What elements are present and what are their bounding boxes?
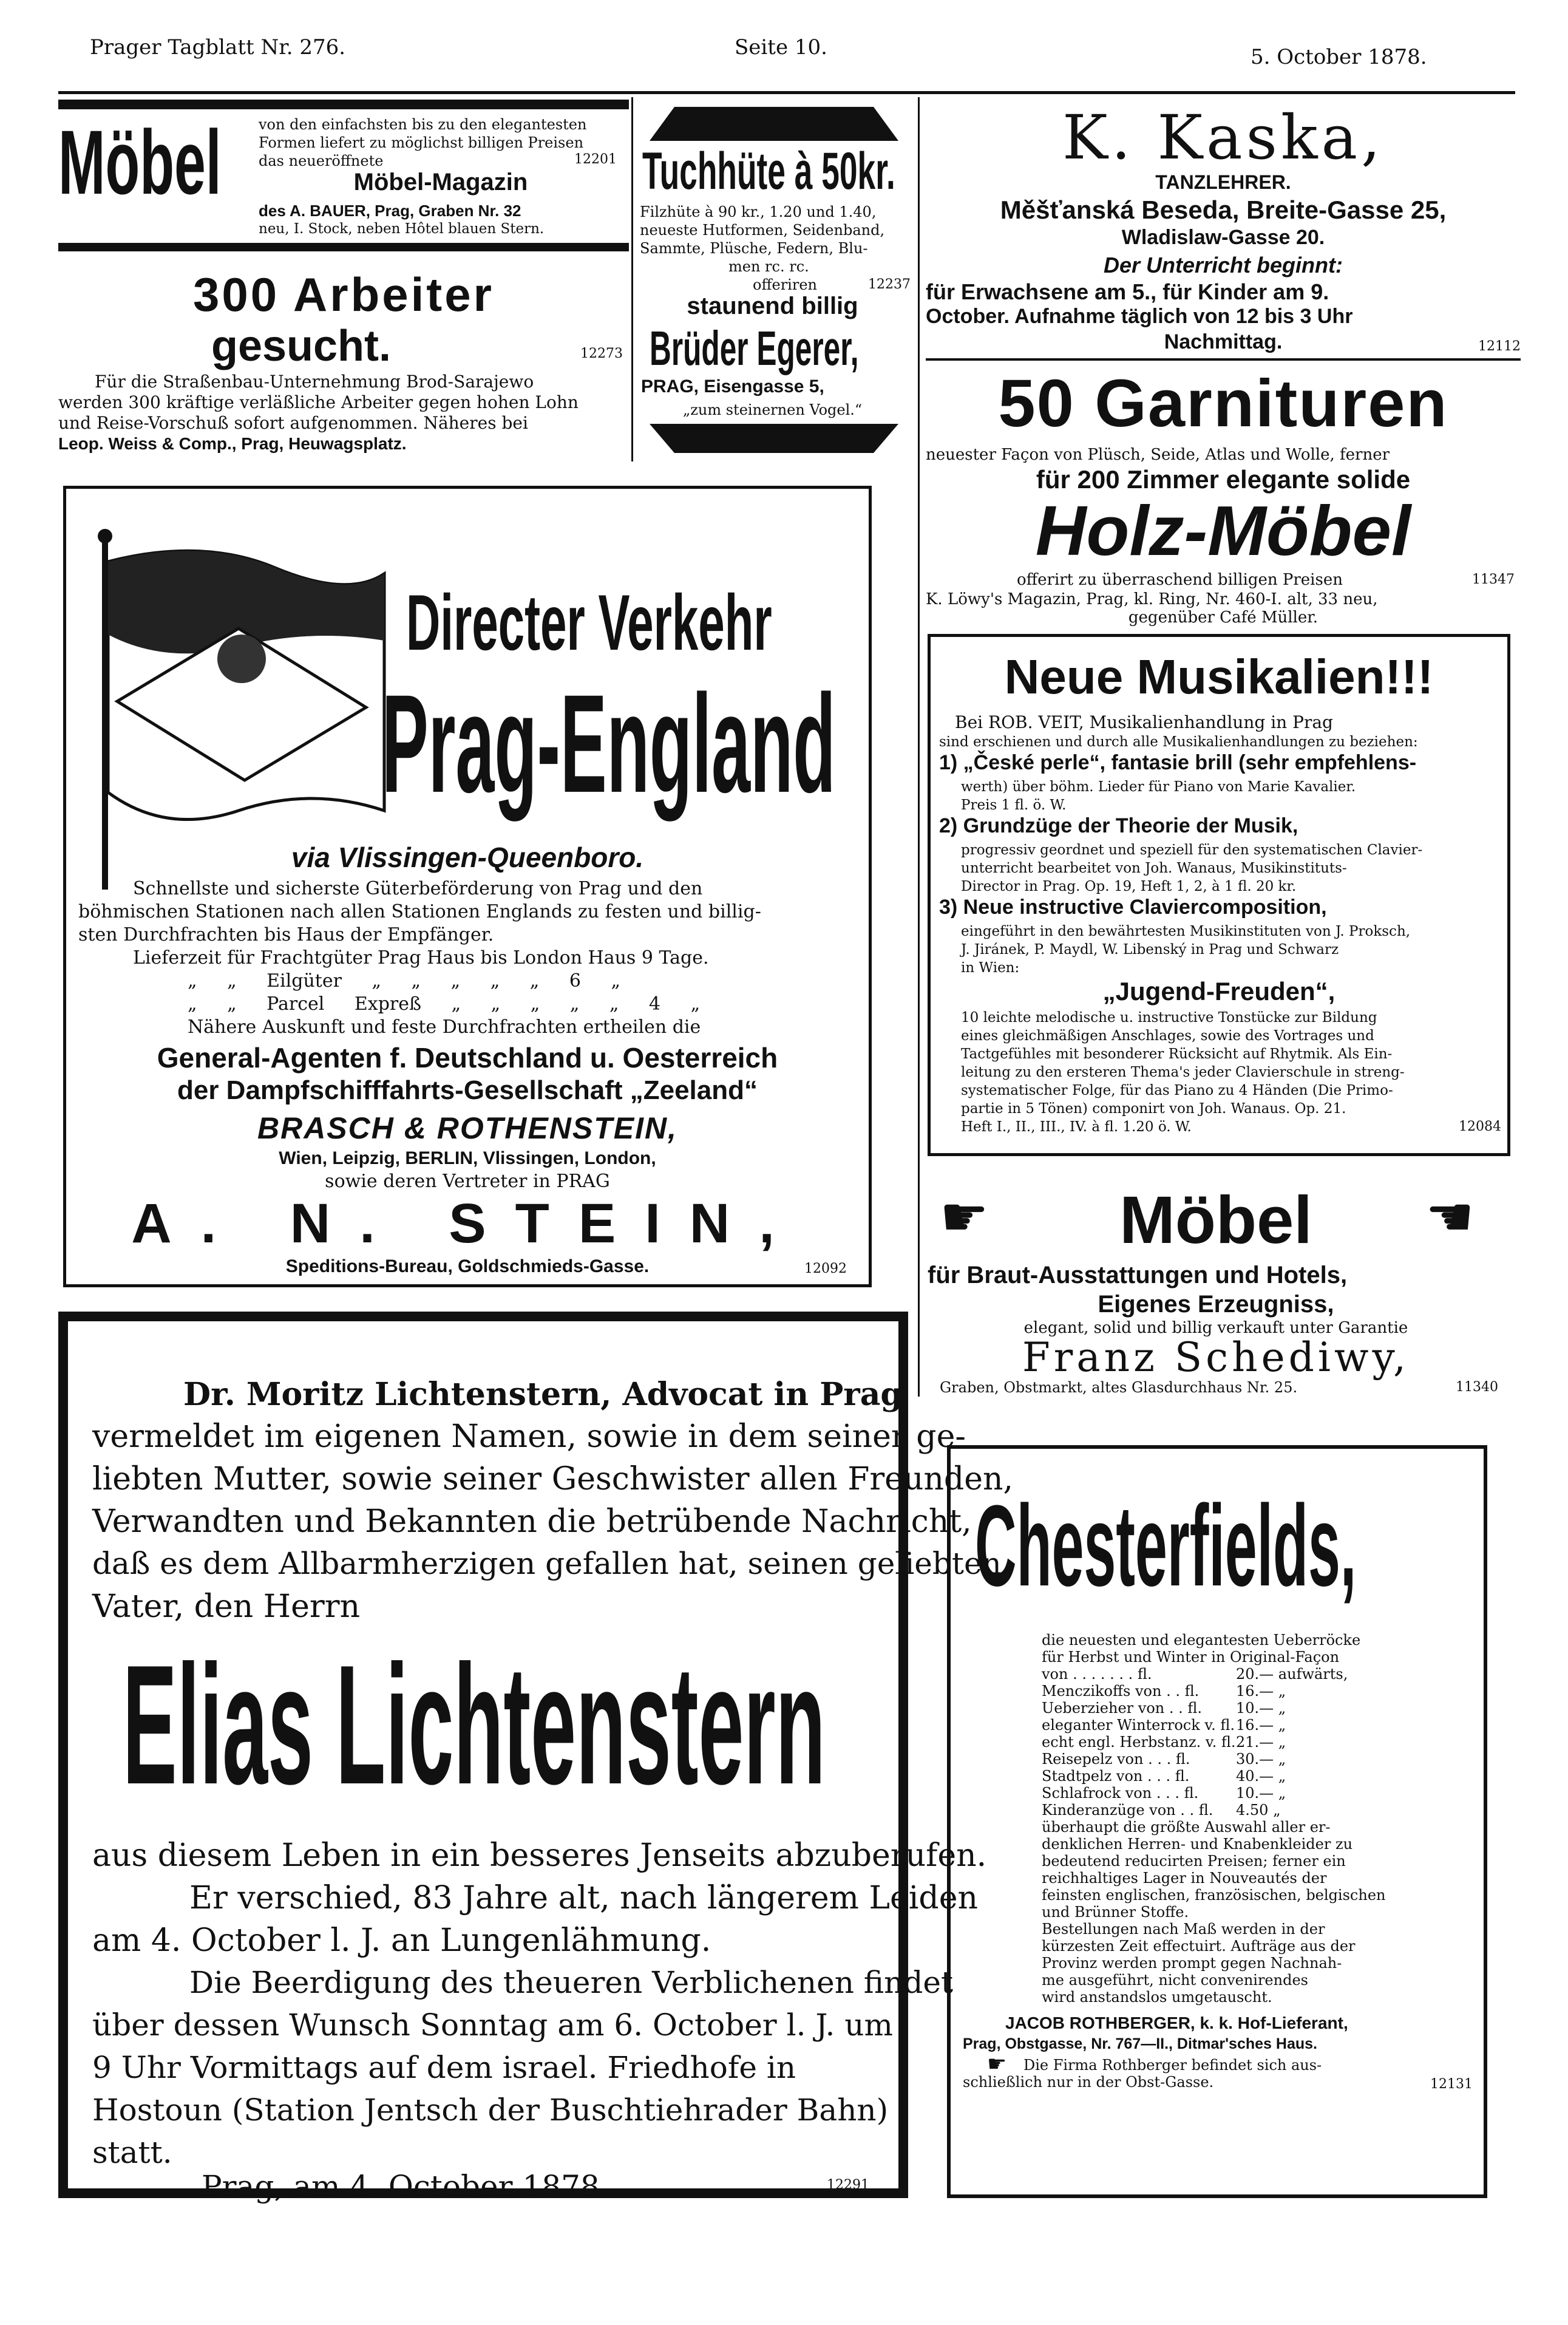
arbeiter-signature: Leop. Weiss & Comp., Prag, Heuwagsplatz. [58, 434, 407, 453]
musik-ad [928, 634, 1510, 1156]
notice-line: Er verschied, 83 Jahre alt, nach längerem Leiden [189, 1880, 978, 1916]
verkehr-bureau: Speditions-Bureau, Goldschmieds-Gasse. [285, 1256, 650, 1276]
pointing-hand-right-icon: ☛ [940, 1185, 989, 1249]
verkehr-line: Lieferzeit für Frachtgüter Prag Haus bis London Haus 9 Tage. [133, 947, 709, 968]
ad-number: 12084 [1459, 1119, 1501, 1134]
price-value: 16.— „ [1236, 1683, 1286, 1700]
musik-item-line: werth) über böhm. Lieder für Piano von Marie Kavalier. [961, 779, 1356, 795]
verkehr-route: Prag-England [382, 666, 836, 822]
kaska-ad [926, 102, 1521, 354]
moebel-text-line: das neueröffnete [259, 152, 384, 169]
price-item: Menczikoffs von . . fl. [1042, 1683, 1200, 1700]
verkehr-agents: der Dampfschifffahrts-Gesellschaft „Zeeland“ [177, 1075, 758, 1105]
musik-item-line: Preis 1 fl. ö. W. [961, 797, 1067, 813]
arbeiter-text-line: werden 300 kräftige verläßliche Arbeiter gegen hohen Lohn [58, 392, 579, 412]
ad-number: 11340 [1456, 1380, 1498, 1395]
running-header-left: Prager Tagblatt Nr. 276. [90, 35, 346, 60]
tuchhuete-title: Tuchhüte à 50kr. [642, 142, 895, 200]
chesterfields-body: bedeutend reducirten Preisen; ferner ein [1042, 1853, 1346, 1870]
moebel-text-line: Formen liefert zu möglichst billigen Preisen [259, 134, 584, 151]
musik-jugend-line: Tactgefühles mit besonderer Rücksicht auf Rhytmik. Als Ein- [961, 1046, 1393, 1062]
price-item: Kinderanzüge von . . fl. [1042, 1802, 1213, 1819]
price-value: 4.50 „ [1236, 1802, 1281, 1819]
verkehr-via: via Vlissingen-Queenboro. [291, 842, 644, 873]
verkehr-line: „ „ Eilgüter „ „ „ „ „ 6 „ [188, 970, 621, 992]
musik-jugend-line: eines gleichmäßigen Anschlages, sowie des Vortrages und [961, 1028, 1374, 1044]
price-value: 30.— „ [1236, 1751, 1286, 1768]
death-notice [58, 1312, 1014, 2204]
notice-line: aus diesem Leben in ein besseres Jenseits abzuberufen. [92, 1837, 987, 1874]
tuchhuete-offer: offeriren [753, 276, 817, 293]
chesterfields-intro: die neuesten und elegantesten Ueberröcke [1042, 1632, 1361, 1649]
garnituren-line: für 200 Zimmer elegante solide [1036, 465, 1411, 494]
moebel-text-line: von den einfachsten bis zu den elegantesten [259, 116, 587, 133]
verkehr-line: „ „ Parcel Expreß „ „ „ „ „ 4 „ [188, 993, 701, 1015]
column-divider [918, 97, 920, 1397]
tuchhuete-cheap: staunend billig [687, 293, 858, 319]
pointing-hand-left-icon: ☛ [1425, 1185, 1475, 1249]
chesterfields-body: denklichen Herren- und Knabenkleider zu [1042, 1836, 1353, 1853]
header-rule [58, 91, 1515, 94]
price-value: 21.— „ [1236, 1734, 1286, 1751]
price-item: echt engl. Herbstanz. v. fl. [1042, 1734, 1236, 1751]
musik-intro: sind erschienen und durch alle Musikalienhandlungen zu beziehen: [939, 734, 1418, 750]
chesterfields-body: wird anstandslos umgetauscht. [1042, 1989, 1272, 2006]
price-value: 40.— „ [1236, 1768, 1286, 1785]
musik-item: 2) Grundzüge der Theorie der Musik, [939, 814, 1298, 837]
price-item: Stadtpelz von . . . fl. [1042, 1768, 1190, 1785]
price-item: Reisepelz von . . . fl. [1042, 1751, 1190, 1768]
musik-item-line: J. Jiránek, P. Maydl, W. Libenský in Prag und Schwarz [961, 942, 1339, 958]
notice-line: Verwandten und Bekannten die betrübende Nachricht, [92, 1503, 972, 1540]
arbeiter-text-line: Für die Straßenbau-Unternehmung Brod-Sarajewo [95, 372, 534, 392]
moebel-big-word: Möbel [58, 111, 222, 213]
kaska-line: für Erwachsene am 5., für Kinder am 9. [926, 279, 1329, 304]
verkehr-agents: sowie deren Vertreter in PRAG [325, 1171, 610, 1192]
ad-number: 12131 [1430, 2077, 1473, 2092]
pointing-hand-icon: ☛ [987, 2052, 1007, 2077]
tuchhuete-address: PRAG, Eisengasse 5, [641, 376, 824, 397]
verkehr-ad [63, 486, 872, 1287]
musik-item: 3) Neue instructive Claviercomposition, [939, 896, 1327, 919]
running-header-date: 5. October 1878. [1251, 45, 1427, 69]
schediwy-line: Eigenes Erzeugniss, [1098, 1291, 1334, 1318]
verkehr-line: Nähere Auskunft und feste Durchfrachten ertheilen die [188, 1016, 701, 1038]
price-value: 10.— „ [1236, 1785, 1286, 1802]
notice-line: 9 Uhr Vormittags auf dem israel. Friedhofe in [92, 2050, 796, 2085]
chesterfields-ad [947, 1445, 1487, 2198]
chesterfields-intro: für Herbst und Winter in Original-Façon [1042, 1649, 1340, 1666]
verkehr-line: Schnellste und sicherste Güterbeförderung von Prag und den [133, 878, 703, 899]
tuchhuete-firm: Brüder Egerer, [650, 321, 859, 375]
schediwy-address: Graben, Obstmarkt, altes Glasdurchhaus Nr. 25. [940, 1379, 1298, 1396]
musik-jugend-line: partie in 5 Tönen) componirt von Joh. Wanaus. Op. 21. [961, 1101, 1346, 1117]
price-item: eleganter Winterrock v. fl. [1042, 1717, 1235, 1734]
notice-line: Vater, den Herrn [92, 1588, 361, 1625]
notice-line: Hostoun (Station Jentsch der Buschtiehrader Bahn) [92, 2092, 889, 2128]
notice-line: vermeldet im eigenen Namen, sowie in dem seiner ge- [92, 1418, 966, 1455]
verkehr-stein: A. N. STEIN, [131, 1193, 804, 1254]
arbeiter-title: 300 Arbeiter [192, 268, 494, 321]
chesterfields-firm: JACOB ROTHBERGER, k. k. Hof-Lieferant, [1005, 2014, 1348, 2032]
ad-separator [926, 358, 1521, 361]
musik-item-line: unterricht bearbeitet von Joh. Wanaus, Musikinstituts- [961, 860, 1347, 876]
ad-number: 12201 [574, 152, 617, 167]
chesterfields-body: Bestellungen nach Maß werden in der [1042, 1921, 1325, 1938]
price-item: Ueberzieher von . . fl. [1042, 1700, 1202, 1717]
moebel-address: neu, I. Stock, neben Hôtel blauen Stern. [259, 221, 545, 237]
running-header-page: Seite 10. [735, 35, 827, 60]
garnituren-ad [926, 364, 1521, 625]
kaska-line: Der Unterricht beginnt: [1103, 253, 1343, 277]
musik-item-line: progressiv geordnet und speziell für den systematischen Clavier- [961, 842, 1423, 858]
notice-line: liebten Mutter, sowie seiner Geschwister allen Freunden, [92, 1461, 1014, 1497]
price-item: von . . . . . . . fl. [1042, 1666, 1152, 1683]
ad-number: 12273 [580, 346, 623, 361]
chesterfields-body: überhaupt die größte Auswahl aller er- [1042, 1819, 1331, 1836]
notice-line: statt. [92, 2135, 172, 2170]
musik-jugend-line: systematischer Folge, für das Piano zu 4 Händen (Die Primo- [961, 1083, 1393, 1098]
kaska-name: K. Kaska, [1062, 102, 1384, 173]
ad-ornament-top [650, 107, 898, 141]
musik-item-line: eingeführt in den bewährtesten Musikinstituten von J. Proksch, [961, 924, 1411, 939]
moebel-bauer-ad [58, 100, 629, 282]
chesterfields-body: kürzesten Zeit effectuirt. Aufträge aus der [1042, 1938, 1356, 1955]
schediwy-line: für Braut-Ausstattungen und Hotels, [928, 1262, 1348, 1288]
verkehr-agents: BRASCH & ROTHENSTEIN, [257, 1111, 678, 1145]
ad-number: 12112 [1478, 339, 1521, 354]
chesterfields-firm: schließlich nur in der Obst-Gasse. [963, 2074, 1214, 2091]
price-value: 20.— aufwärts, [1236, 1666, 1348, 1683]
schediwy-line: elegant, solid und billig verkauft unter Garantie [1023, 1319, 1408, 1337]
column-divider [631, 97, 633, 461]
garnituren-line: K. Löwy's Magazin, Prag, kl. Ring, Nr. 460-I. alt, 33 neu, [926, 590, 1378, 608]
schediwy-name: Franz Schediwy, [1022, 1334, 1410, 1381]
ad-number: 12291 [827, 2177, 869, 2193]
chesterfields-title: Chesterfields, [975, 1482, 1357, 1610]
verkehr-agents: Wien, Leipzig, BERLIN, Vlissingen, London, [279, 1148, 656, 1168]
tuchhuete-line: Sammte, Plüsche, Federn, Blu- [640, 240, 868, 257]
tuchhuete-line: neueste Hutformen, Seidenband, [640, 222, 885, 239]
notice-line: am 4. October l. J. an Lungenlähmung. [92, 1922, 711, 1959]
chesterfields-body: me ausgeführt, nicht convenirendes [1042, 1972, 1308, 1989]
musik-jugend: „Jugend-Freuden“, [1102, 977, 1336, 1006]
verkehr-title: Directer Verkehr [406, 578, 772, 667]
ad-border-top [58, 100, 629, 109]
kaska-line: Wladislaw-Gasse 20. [1121, 226, 1325, 249]
garnituren-line: offerirt zu überraschend billigen Preisen [1017, 571, 1343, 589]
musik-intro: Bei ROB. VEIT, Musikalienhandlung in Prag [955, 712, 1333, 732]
deceased-name: Elias Lichtenstern [123, 1630, 826, 1820]
chesterfields-firm: Prag, Obstgasse, Nr. 767—II., Ditmar'sches Haus. [963, 2035, 1317, 2052]
verkehr-line: böhmischen Stationen nach allen Stationen Englands zu festen und billig- [78, 901, 761, 922]
tuchhuete-line: Filzhüte à 90 kr., 1.20 und 1.40, [640, 203, 877, 220]
ad-number: 12237 [868, 277, 911, 292]
chesterfields-body: und Brünner Stoffe. [1042, 1904, 1189, 1921]
ad-ornament-bottom [650, 424, 898, 453]
arbeiter-ad [58, 267, 629, 474]
chesterfields-body: feinsten englischen, französischen, belgischen [1042, 1887, 1386, 1904]
notice-line: über dessen Wunsch Sonntag am 6. October l. J. um [92, 2007, 893, 2043]
kaska-role: TANZLEHRER. [1155, 171, 1291, 193]
musik-jugend-line: leitung zu den ersteren Thema's jeder Clavierschule in streng- [961, 1064, 1405, 1080]
tuchhuete-line: men rc. rc. [728, 258, 809, 275]
garnituren-title: 50 Garnituren [998, 366, 1448, 441]
musik-item: 1) „České perle“, fantasie brill (sehr empfehlens- [939, 751, 1417, 774]
ad-number: 11347 [1472, 572, 1515, 587]
kaska-line: Nachmittag. [1164, 330, 1283, 353]
musik-jugend-line: Heft I., II., III., IV. à fl. 1.20 ö. W. [961, 1119, 1192, 1135]
tuchhuete-sign: „zum steinernen Vogel.“ [682, 401, 863, 418]
price-value: 16.— „ [1236, 1717, 1286, 1734]
musik-title: Neue Musikalien!!! [1004, 650, 1434, 704]
notice-place-date: Prag, am 4. October 1878 [202, 2169, 600, 2204]
verkehr-line: sten Durchfrachten bis Haus der Empfänger. [78, 924, 494, 945]
musik-item-line: Director in Prag. Op. 19, Heft 1, 2, à 1 fl. 20 kr. [961, 879, 1297, 894]
garnituren-big: Holz-Möbel [1035, 491, 1411, 570]
moebel-address: des A. BAUER, Prag, Graben Nr. 32 [259, 202, 521, 220]
garnituren-line: gegenüber Café Müller. [1128, 608, 1319, 627]
chesterfields-body: Provinz werden prompt gegen Nachnah- [1042, 1955, 1342, 1972]
schediwy-ad [928, 1183, 1510, 1396]
schediwy-title: Möbel [1119, 1183, 1312, 1258]
arbeiter-title-2: gesucht. [211, 322, 392, 370]
price-item: Schlafrock von . . . fl. [1042, 1785, 1199, 1802]
tuchhuete-ad [637, 104, 914, 457]
ad-border-bottom [58, 243, 629, 251]
musik-jugend-line: 10 leichte melodische u. instructive Tonstücke zur Bildung [961, 1010, 1377, 1026]
verkehr-agents: General-Agenten f. Deutschland u. Oesterreich [157, 1042, 778, 1074]
moebel-shop-name: Möbel-Magazin [353, 169, 528, 196]
notice-line: daß es dem Allbarmherzigen gefallen hat, seinen geliebten [92, 1546, 1002, 1581]
musik-item-line: in Wien: [961, 960, 1020, 976]
kaska-line: October. Aufnahme täglich von 12 bis 3 Uhr [926, 305, 1353, 328]
arbeiter-text-line: und Reise-Vorschuß sofort aufgenommen. Näheres bei [58, 413, 528, 433]
garnituren-line: neuester Façon von Plüsch, Seide, Atlas und Wolle, ferner [926, 446, 1390, 464]
price-value: 10.— „ [1236, 1700, 1286, 1717]
notice-line: Die Beerdigung des theueren Verblichenen findet [189, 1965, 954, 2000]
chesterfields-body: reichhaltiges Lager in Nouveautés der [1042, 1870, 1327, 1887]
chesterfields-firm: Die Firma Rothberger befindet sich aus- [1023, 2057, 1322, 2074]
notice-line: Dr. Moritz Lichtenstern, Advocat in Prag [183, 1376, 903, 1413]
kaska-line: Měšťanská Beseda, Breite-Gasse 25, [1000, 196, 1447, 224]
ad-number: 12092 [804, 1261, 847, 1276]
